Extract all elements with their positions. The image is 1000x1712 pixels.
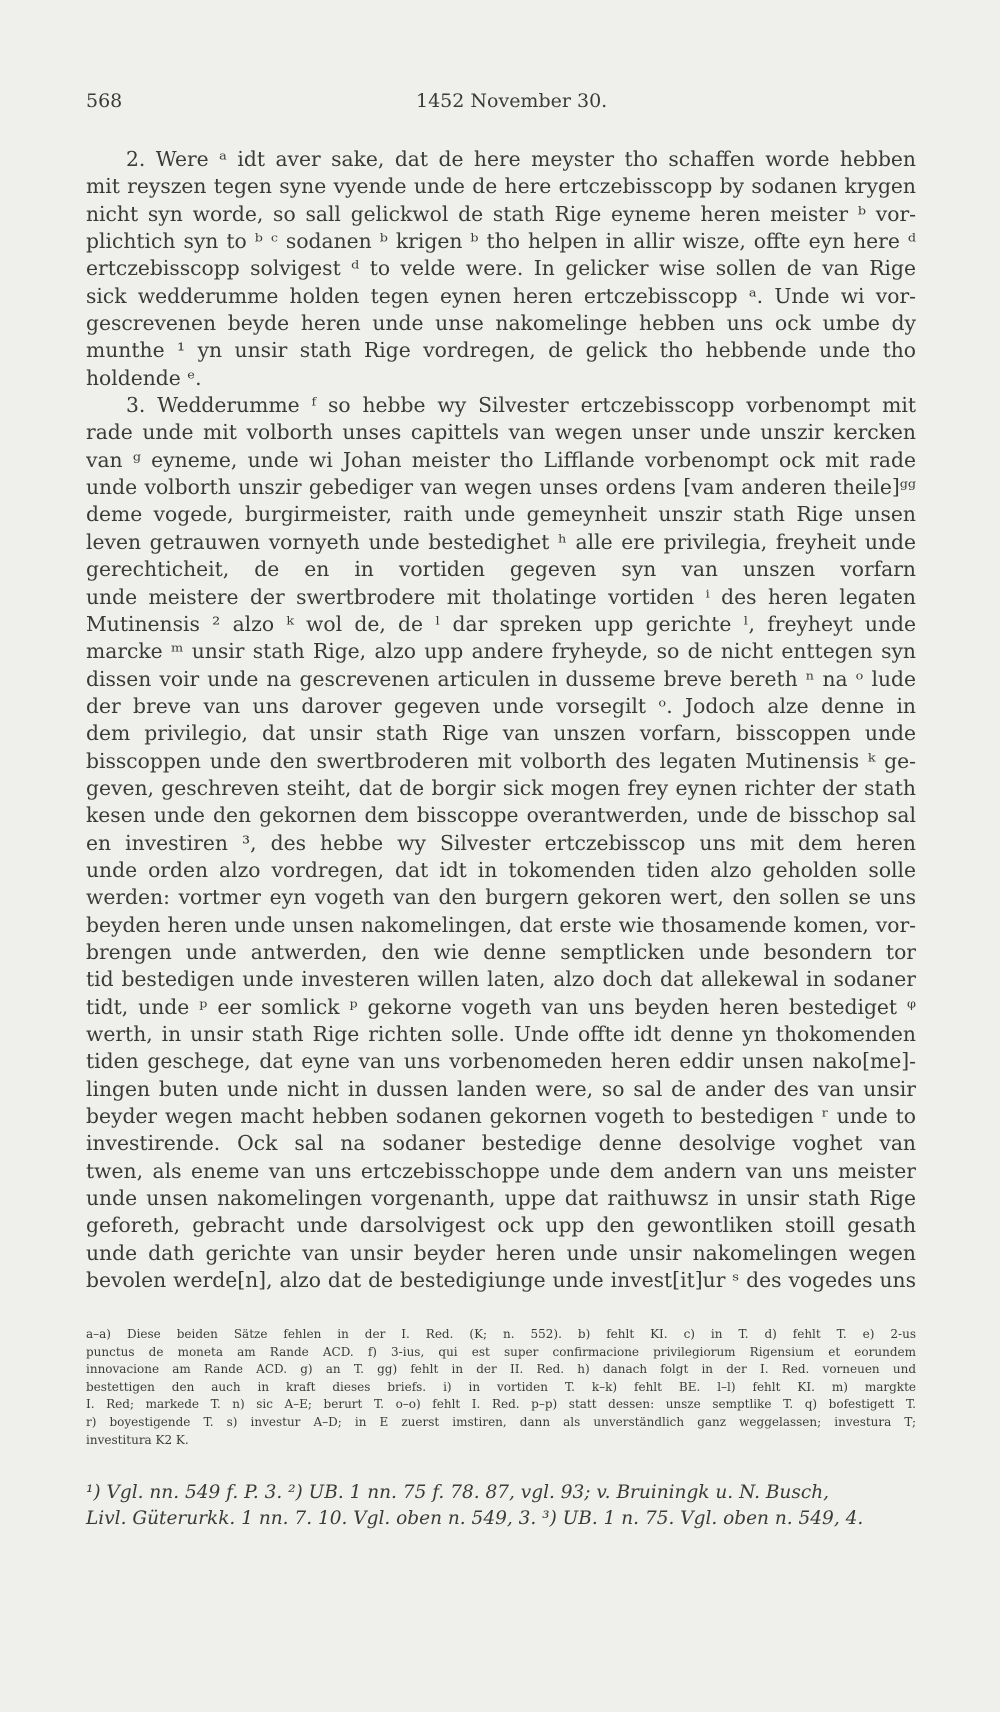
text-line: gerechticheit, de en in vortiden gegeven syn van unszen vorfarn	[86, 557, 916, 582]
footnote-line: a–a) Diese beiden Sätze fehlen in der I. Red. (K; n. 552). b) fehlt KI. c) in T. d) fehlt T. e) 2-us	[86, 1327, 916, 1341]
footnote-line: innovacione am Rande ACD. g) an T. gg) fehlt in der II. Red. h) danach folgt in der I. Red. vorneuen und	[86, 1362, 916, 1377]
text-line: sick wedderumme holden tegen eynen heren ertczebisscopp ᵃ. Unde wi vor-	[86, 283, 916, 308]
text-line: 2. Were ᵃ idt aver sake, dat de here meyster tho schaffen worde hebben	[126, 147, 916, 171]
text-line: der breve van uns darover gegeven unde vorsegilt ᵒ. Jodoch alze denne in	[86, 693, 916, 718]
text-line: werden: vortmer eyn vogeth van den burgern gekoren wert, den sollen se uns	[86, 885, 916, 910]
main-text	[86, 146, 916, 1294]
page-header	[86, 90, 916, 120]
text-line: van ᵍ eyneme, unde wi Johan meister tho Lifflande vorbenompt ock mit rade	[86, 447, 916, 472]
text-line: unde unsen nakomelingen vorgenanth, uppe dat raithuwsz in unsir stath Rige	[86, 1186, 916, 1211]
text-line: marcke ᵐ unsir stath Rige, alzo upp andere fryheyde, so de nicht enttegen syn	[86, 639, 916, 664]
text-line: lingen buten unde nicht in dussen landen were, so sal de ander des van unsir	[86, 1076, 916, 1101]
text-line: holdende ᵉ.	[86, 365, 202, 390]
text-line: werth, in unsir stath Rige richten solle. Unde offte idt denne yn thokomenden	[86, 1022, 916, 1046]
footnote-line: r) boyestigende T. s) investur A–D; in E zuerst imstiren, dann als unverständlich ganz weggelassen; investura T;	[86, 1414, 916, 1429]
text-line: leven getrauwen vornyeth unde bestedighet ʰ alle ere privilegia, freyheit unde	[86, 529, 916, 554]
text-line: beyder wegen macht hebben sodanen gekornen vogeth to bestedigen ʳ unde to	[86, 1104, 916, 1129]
text-line: rade unde mit volborth unses capittels van wegen unser unde unszir kercken	[86, 420, 916, 445]
text-line: investirende. Ock sal na sodaner bestedige denne desolvige voghet van	[86, 1131, 916, 1156]
text-line: kesen unde den gekornen dem bisscoppe overantwerden, unde de bisschop sal	[86, 803, 916, 828]
text-line: tid bestedigen unde investeren willen laten, alzo doch dat allekewal in sodaner	[86, 967, 916, 992]
text-line: munthe ¹ yn unsir stath Rige vordregen, de gelick tho hebbende unde tho	[86, 338, 916, 363]
text-line: Mutinensis ² alzo ᵏ wol de, de ˡ dar spreken upp gerichte ˡ, freyheyt unde	[86, 611, 916, 636]
text-line: tidt, unde ᵖ eer somlick ᵖ gekorne vogeth van uns beyden heren bestediget ᵠ	[86, 994, 916, 1019]
footnote-line: I. Red; markede T. n) sic A–E; berurt T. o–o) fehlt I. Red. p–p) statt dessen: unsze semptlike T. q) bofestigett T.	[86, 1397, 916, 1412]
reference-line: Livl. Güterurkk. 1 nn. 7. 10. Vgl. oben n. 549, 3. ³) UB. 1 n. 75. Vgl. oben n. 549, 4.	[86, 1508, 864, 1529]
reference-footnotes	[86, 1480, 916, 1532]
footnote-line: investitura K2 K.	[86, 1432, 189, 1447]
text-line: brengen unde antwerden, den wie denne semptlicken unde besondern tor	[86, 939, 916, 964]
footnote-line: bestettigen den auch in kraft dieses briefs. i) in vortiden T. k–k) fehlt BE. l–l) fehlt KI. m) margkte	[86, 1379, 916, 1394]
text-line: bevolen werde[n], alzo dat de bestedigiunge unde invest[it]ur ˢ des vogedes uns	[86, 1268, 916, 1293]
text-line: twen, als eneme van uns ertczebisschoppe unde dem andern van uns meister	[86, 1158, 916, 1183]
text-line: geforeth, gebracht unde darsolvigest ock upp den gewontliken stoill gesath	[86, 1213, 916, 1238]
text-line: ertczebisscopp solvigest ᵈ to velde were. In gelicker wise sollen de van Rige	[86, 256, 916, 281]
text-line: tiden geschege, dat eyne van uns vorbenomeden heren eddir unsen nako[me]-	[86, 1049, 916, 1074]
text-line: gescrevenen beyde heren unde unse nakomelinge hebben uns ock umbe dy	[86, 311, 916, 336]
text-line: deme vogede, burgirmeister, raith unde gemeynheit unszir stath Rige unsen	[86, 502, 916, 527]
text-line: unde orden alzo vordregen, dat idt in tokomenden tiden alzo geholden solle	[86, 857, 916, 882]
text-line: 3. Wedderumme ᶠ so hebbe wy Silvester ertczebisscopp vorbenompt mit	[126, 393, 916, 418]
text-line: plichtich syn to ᵇ ᶜ sodanen ᵇ krigen ᵇ tho helpen in allir wisze, offte eyn here ᵈ	[86, 229, 916, 254]
text-line: nicht syn worde, so sall gelickwol de stath Rige eyneme heren meister ᵇ vor-	[86, 201, 916, 226]
text-line: beyden heren unde unsen nakomelingen, dat erste wie thosamende komen, vor-	[86, 912, 916, 937]
text-line: unde meistere der swertbrodere mit tholatinge vortiden ⁱ des heren legaten	[86, 584, 916, 609]
textual-footnotes	[86, 1326, 916, 1449]
text-line: dem privilegio, dat unsir stath Rige van unszen vorfarn, bisscoppen unde	[86, 721, 916, 746]
text-line: en investiren ³, des hebbe wy Silvester ertczebisscop uns mit dem heren	[86, 830, 916, 855]
page-number: 568	[86, 90, 123, 112]
text-line: geven, geschreven steiht, dat de borgir sick mogen frey eynen richter der stath	[86, 775, 916, 800]
footnote-line: punctus de moneta am Rande ACD. f) 3-ius, qui est super confirmacione privilegiorum Rigensium et eorundem	[86, 1344, 916, 1359]
text-line: dissen voir unde na gescrevenen articulen in dusseme breve bereth ⁿ na ᵒ lude	[86, 666, 916, 691]
reference-line: ¹) Vgl. nn. 549 f. P. 3. ²) UB. 1 nn. 75 f. 78. 87, vgl. 93; v. Bruiningk u. N. Busch,	[86, 1482, 829, 1503]
text-line: unde dath gerichte van unsir beyder heren unde unsir nakomelingen wegen	[86, 1240, 916, 1265]
text-line: bisscoppen unde den swertbroderen mit volborth des legaten Mutinensis ᵏ ge-	[86, 748, 916, 773]
text-line: mit reyszen tegen syne vyende unde de here ertczebisscopp by sodanen krygen	[86, 174, 916, 199]
running-head: 1452 November 30.	[416, 90, 608, 112]
text-line: unde volborth unszir gebediger van wegen unses ordens [vam anderen theile]ᵍᵍ	[86, 475, 916, 500]
